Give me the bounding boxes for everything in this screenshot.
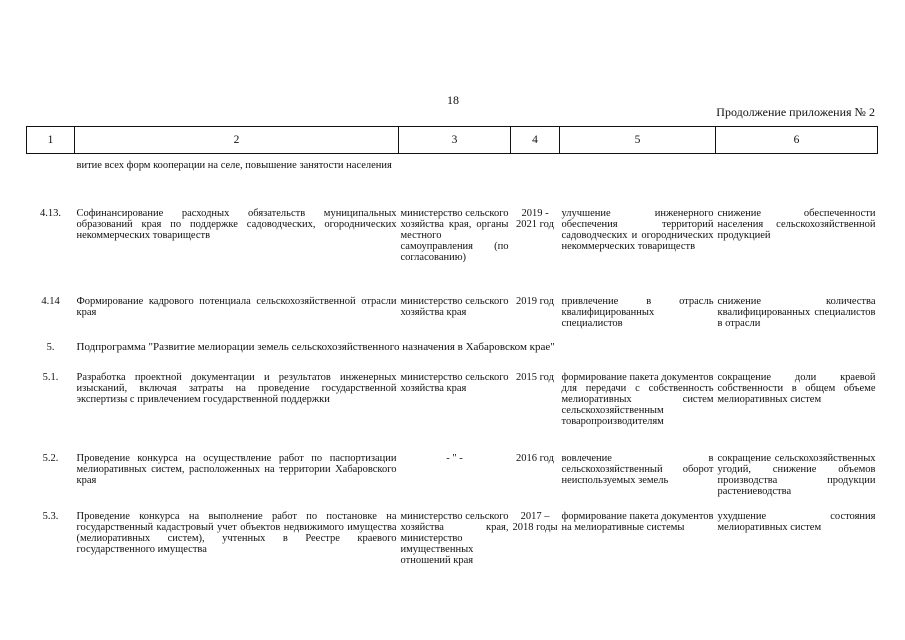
consequence-text: ухудшение состояния мелиоративных систем — [717, 511, 876, 533]
result-text: улучшение инженерного обеспечения территорий садоводческих и огороднических некоммерческих товариществ — [561, 208, 714, 252]
table-row — [27, 511, 878, 581]
header-cell: 6 — [716, 127, 878, 154]
table-header-row — [27, 127, 878, 154]
row-number: 5.1. — [42, 372, 59, 383]
executor-text: министерство сельского хозяйства края, министерство имущественных отношений края — [400, 511, 509, 566]
row-number: 5.2. — [42, 453, 59, 464]
period-text: 2019 - 2021 год — [516, 208, 554, 230]
executor-text: министерство сельского хозяйства края — [400, 372, 509, 394]
subprogram-title: Подпрограмма "Развитие мелиорации земель сельскохозяйственного назначения в Хабаровском крае" — [76, 341, 555, 353]
header-cell: 4 — [511, 127, 560, 154]
table-row — [27, 453, 878, 511]
measures-table — [26, 126, 878, 581]
result-text: вовлечение в сельскохозяйственный оборот неиспользуемых земель — [561, 453, 714, 486]
executor-text: министерство сельского хозяйства края — [400, 296, 509, 318]
measure-text: Софинансирование расходных обязательств муниципальных образований края по поддержке садоводческих, огороднических некоммерческих товариществ — [76, 208, 397, 241]
period-text: 2019 год — [516, 296, 554, 307]
consequence-text: снижение обеспеченности населения сельскохозяйственной продукцией — [717, 208, 876, 241]
table-row — [27, 372, 878, 453]
page-number: 18 — [447, 93, 459, 107]
period-text: 2017 – 2018 годы — [512, 511, 558, 533]
header-cell: 1 — [27, 127, 75, 154]
subprogram-number: 5. — [46, 342, 55, 353]
table-row — [27, 208, 878, 296]
executor-text: - " - — [446, 453, 463, 464]
period-text: 2015 год — [516, 372, 554, 383]
row-number: 4.14 — [41, 296, 60, 307]
header-cell: 5 — [560, 127, 716, 154]
period-text: 2016 год — [516, 453, 554, 464]
measure-text: Проведение конкурса на выполнение работ по постановке на государственный кадастровый учет объектов недвижимого имущества (мелиоративных систем), учтенных в Реестре краевого государственного имущества — [76, 511, 397, 555]
continuation-label: Продолжение приложения № 2 — [716, 105, 875, 119]
measure-text: Разработка проектной документации и результатов инженерных изысканий, включая затраты на проведение государственной экспертизы с привлечением государственной поддержки — [76, 372, 397, 405]
result-text: формирование пакета документов для передачи с собственность мелиоративных систем сельскохозяйственным товаропроизводителям — [561, 372, 714, 427]
executor-text: министерство сельского хозяйства края, органы местного самоуправления (по согласованию) — [400, 208, 509, 263]
row-number: 4.13. — [40, 208, 61, 219]
consequence-text: снижение количества квалифицированных специалистов в отрасли — [717, 296, 876, 329]
measure-text: Формирование кадрового потенциала сельскохозяйственной отрасли края — [76, 296, 397, 318]
subprogram-row — [27, 342, 878, 372]
header-cell: 3 — [399, 127, 511, 154]
continued-text: витие всех форм кооперации на селе, повышение занятости населения — [76, 160, 392, 171]
table-row — [27, 154, 878, 209]
row-number: 5.3. — [42, 511, 59, 522]
consequence-text: сокращение сельскохозяйственных угодий, снижение объемов производства продукции растениеводства — [717, 453, 876, 497]
measure-text: Проведение конкурса на осуществление работ по паспортизации мелиоративных систем, расположенных на территории Хабаровского края — [76, 453, 397, 486]
table-row — [27, 296, 878, 342]
result-text: привлечение в отрасль квалифицированных специалистов — [561, 296, 714, 329]
header-cell: 2 — [75, 127, 399, 154]
consequence-text: сокращение доли краевой собственности в общем объеме мелиоративных систем — [717, 372, 876, 405]
result-text: формирование пакета документов на мелиоративные системы — [561, 511, 714, 533]
